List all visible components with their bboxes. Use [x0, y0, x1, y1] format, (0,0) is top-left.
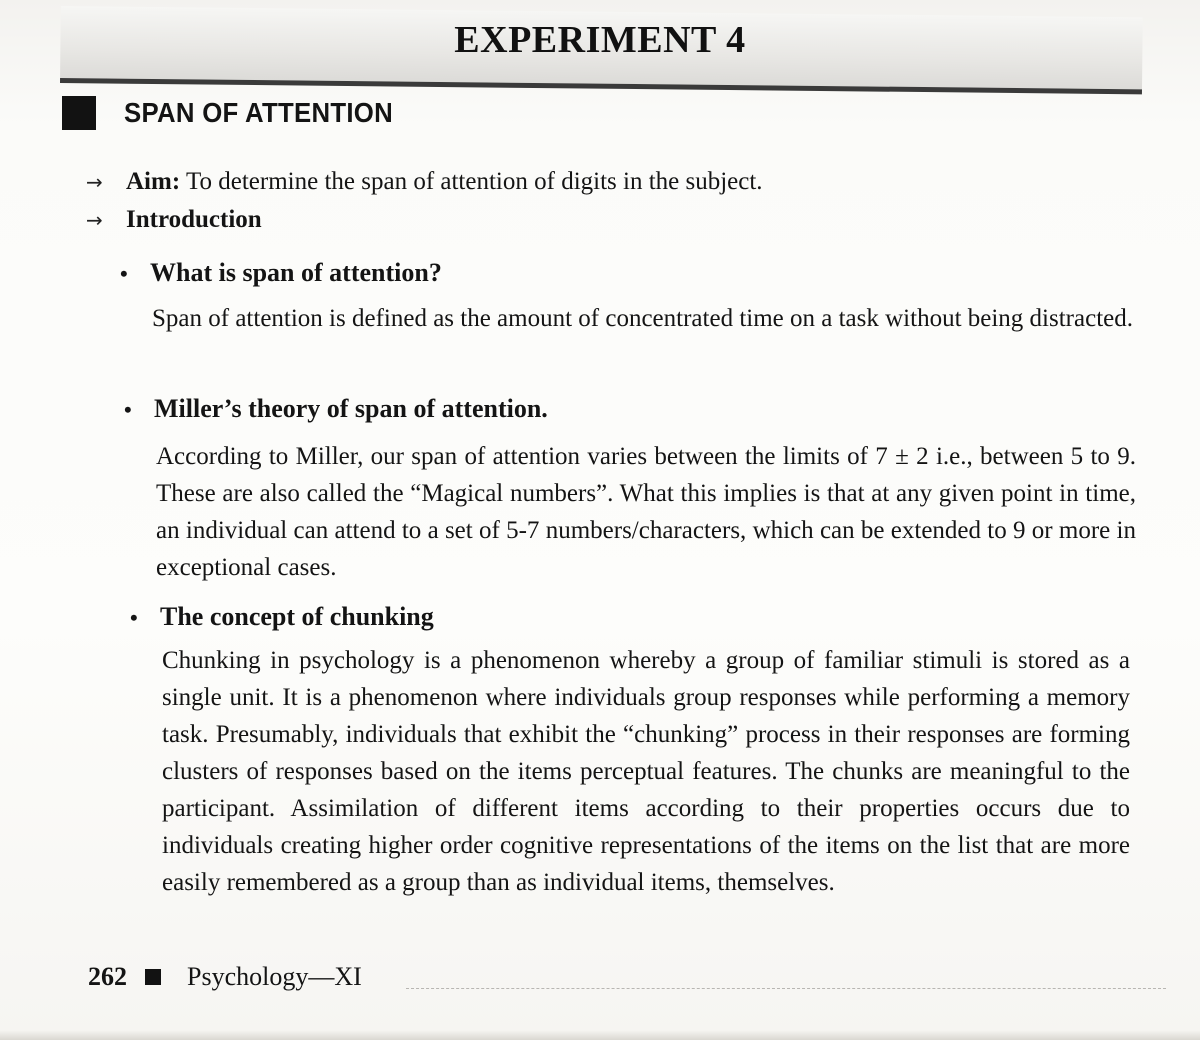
right-arrow-icon: → — [86, 208, 103, 232]
bullet-dot-icon: • — [124, 397, 132, 422]
book-title: Psychology—XI — [187, 962, 362, 991]
right-arrow-icon: → — [86, 170, 103, 194]
experiment-title: EXPERIMENT 4 — [454, 19, 746, 61]
square-bullet-icon — [145, 969, 161, 985]
bullet-paragraph: Chunking in psychology is a phenomenon whereby a group of familiar stimuli is stored as a single unit. It is a phenomenon where individuals group responses while performing a memory task. Presumably, individuals that exhibit the “chunking” process in their responses are forming clusters of responses based on the items perceptual features. The chunks are meaningful to the participant. Assimilation of different items according to their properties occurs due to individuals creating higher order cognitive representations of the items on the list that are more easily remembered as a group than as individual items, themselves. — [162, 647, 1130, 896]
bullet-dot-icon: • — [120, 261, 128, 286]
introduction-label: Introduction — [126, 206, 262, 233]
bullet-heading-text: Miller’s theory of span of attention. — [154, 394, 548, 423]
aim-text: To determine the span of attention of digits in the subject. — [185, 168, 763, 195]
bullet-heading — [120, 258, 442, 288]
page-footer — [88, 962, 362, 992]
bullet-heading-text: What is span of attention? — [150, 258, 442, 287]
bullet-paragraph: Span of attention is defined as the amount of concentrated time on a task without being distracted. — [152, 305, 1133, 332]
section-title: SPAN OF ATTENTION — [124, 97, 393, 128]
footer-rule — [406, 988, 1166, 989]
aim-label: Aim: — [126, 168, 181, 195]
introduction-line — [86, 206, 262, 234]
page-edge-shadow — [0, 1030, 1200, 1040]
section-heading — [62, 96, 416, 130]
bullet-paragraph: According to Miller, our span of attention varies between the limits of 7 ± 2 i.e., between 5 to 9. These are also called the “Magical numbers”. What this implies is that at any given point in time, an individual can attend to a set of 5-7 numbers/characters, which can be extended to 9 or more in exceptional cases. — [156, 443, 1136, 581]
aim-line — [86, 168, 763, 196]
bullet-heading-text: The concept of chunking — [160, 602, 434, 631]
bullet-heading — [130, 602, 434, 632]
square-bullet-icon — [62, 96, 96, 130]
page-number: 262 — [88, 962, 127, 991]
bullet-heading — [124, 394, 548, 424]
bullet-dot-icon: • — [130, 605, 138, 630]
